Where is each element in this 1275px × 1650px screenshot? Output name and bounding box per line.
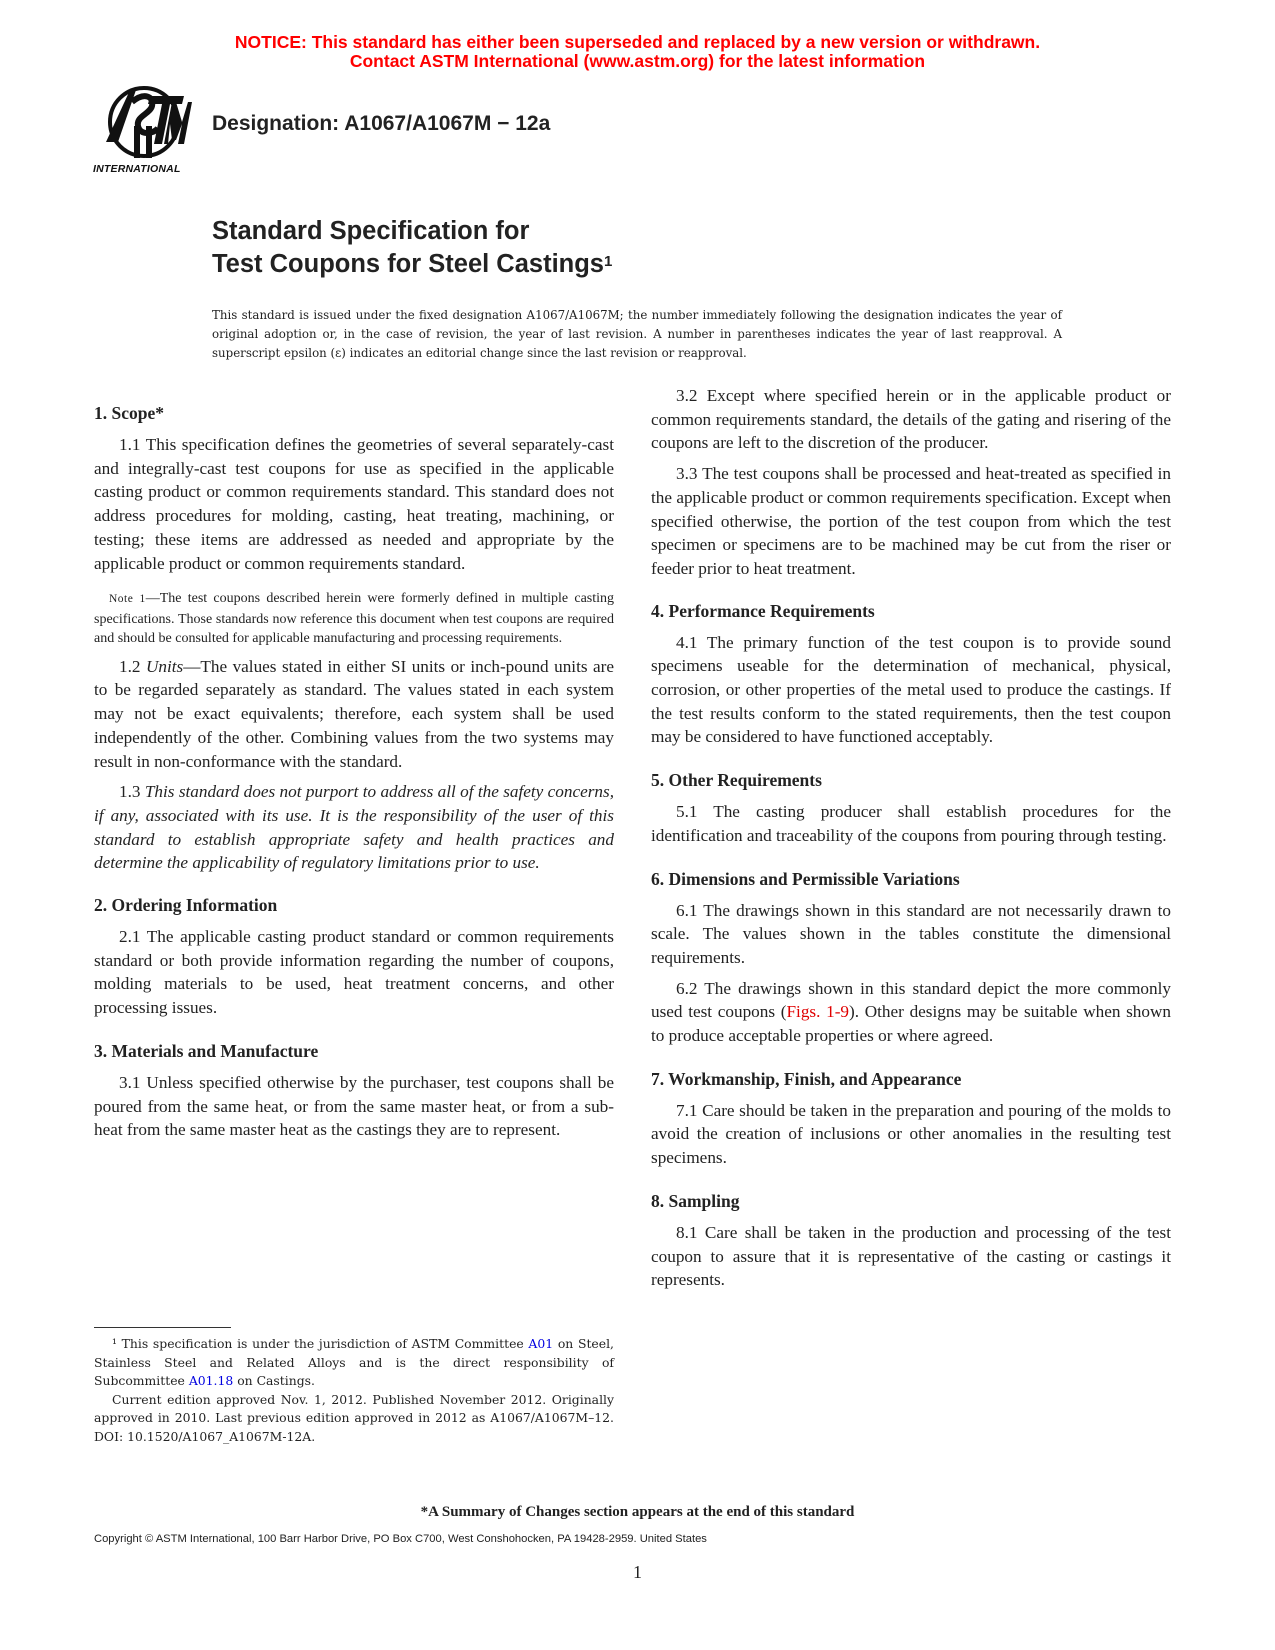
note-1	[94, 589, 614, 649]
section-3-heading: 3. Materials and Manufacture	[94, 1040, 319, 1061]
page-number: 1	[633, 1562, 642, 1582]
para-1-1: 1.1 This specification defines the geometries of several separately-cast and integrally-cast test coupons for use as specified in the applicable casting product or common requirements standard. This standard does not address procedures for molding, casting, heat treating, machining, or testing; these items are addressed as needed and appropriate by the applicable product or common requirements standard.	[94, 435, 614, 573]
section-8-heading: 8. Sampling	[651, 1190, 740, 1211]
para-1-2-units: Units	[145, 656, 184, 676]
copyright-line: Copyright © ASTM International, 100 Barr Harbor Drive, PO Box C700, West Conshohocken, PA 19428-2959. United States	[94, 1533, 707, 1545]
committee-a01-link[interactable]: A01	[528, 1336, 554, 1351]
footnote-1-text-b: on Steel, Stainless Steel and Related Alloys and is the direct responsibility of Subcommittee	[94, 1336, 614, 1388]
document-title	[212, 215, 612, 281]
footnotes	[94, 1335, 614, 1446]
right-column	[651, 386, 1171, 1292]
para-3-1: 3.1 Unless specified otherwise by the purchaser, test coupons shall be poured from the same heat, or from the same master heat, or from a sub-heat from the same master heat as the castings they are to represent.	[94, 1072, 614, 1140]
para-1-3	[94, 780, 614, 875]
title-line-2-text: Test Coupons for Steel Castings	[212, 250, 604, 278]
para-3-2: 3.2 Except where specified herein or in the applicable product or common requirements standard, the details of the gating and risering of the coupons are left to the discretion of the producer.	[651, 386, 1171, 453]
para-7-1: 7.1 Care should be taken in the preparation and pouring of the molds to avoid the creation of inclusions or other anomalies in the resulting test specimens.	[651, 1100, 1171, 1168]
figs-link[interactable]: Figs. 1-9	[786, 1002, 850, 1022]
title-line-1: Standard Specification for	[212, 217, 530, 245]
title-footnote-mark: 1	[604, 253, 613, 270]
para-1-2-number: 1.2	[119, 656, 141, 676]
section-7-heading: 7. Workmanship, Finish, and Appearance	[651, 1068, 962, 1089]
designation: Designation: A1067/A1067M − 12a	[212, 112, 551, 135]
left-column	[94, 402, 614, 1142]
footnote-edition: Current edition approved Nov. 1, 2012. Published November 2012. Originally approved in 2010. Last previous edition approved in 2012 as A1067/A1067M–12. DOI: 10.1520/A1067_A1067M-12A.	[94, 1391, 614, 1444]
para-8-1: 8.1 Care shall be taken in the production and processing of the test coupon to assure that it is representative of the casting or castings it represents.	[651, 1222, 1171, 1290]
para-1-3-text: This standard does not purport to address all of the safety concerns, if any, associated with its use. It is the responsibility of the user of this standard to establish appropriate safety and health practices and determine the applicability of regulatory limitations prior to use.	[94, 782, 614, 873]
para-1-3-number: 1.3	[119, 782, 141, 802]
note-1-text: —The test coupons described herein were formerly defined in multiple casting specifications. Those standards now reference this document when test coupons are required and should be consulted for applicable manufacturing and processing requirements.	[94, 591, 615, 647]
notice-line-1: NOTICE: This standard has either been superseded and replaced by a new version or withdrawn.	[234, 32, 1041, 52]
logo-international-text: INTERNATIONAL	[93, 163, 181, 175]
para-3-3: 3.3 The test coupons shall be processed and heat-treated as specified in the applicable product or common requirements specification. Except when specified otherwise, the portion of the test coupon from which the test specimen or specimens are to be machined may be cut from the riser or feeder prior to heat treatment.	[651, 464, 1171, 578]
para-6-2-text-b: ). Other designs may be suitable when shown to produce acceptable properties or where agreed.	[651, 1002, 1171, 1046]
subcommittee-a01-18-link[interactable]: A01.18	[188, 1373, 234, 1388]
para-4-1: 4.1 The primary function of the test coupon is to provide sound specimens useable for the determination of mechanical, physical, corrosion, or other properties of the metal used to produce the castings. If the test results conform to the stated requirements, then the test coupon may be considered to have functioned acceptably.	[651, 632, 1171, 747]
para-6-1: 6.1 The drawings shown in this standard are not necessarily drawn to scale. The values shown in the tables constitute the dimensional requirements.	[651, 900, 1171, 967]
para-1-2-text: —The values stated in either SI units or inch-pound units are to be regarded separately as standard. The values stated in each system may not be exact equivalents; therefore, each system shall be used independently of the other. Combining values from the two systems may result in non-conformance with the standard.	[94, 656, 614, 771]
para-5-1: 5.1 The casting producer shall establish procedures for the identification and traceability of the coupons from pouring through testing.	[651, 802, 1171, 845]
para-2-1: 2.1 The applicable casting product standard or common requirements standard or both provide information regarding the number of coupons, molding materials to be used, heat treatment concerns, and other processing issues.	[94, 927, 614, 1018]
title-line-2	[212, 248, 612, 281]
summary-of-changes-note: *A Summary of Changes section appears at the end of this standard	[420, 1504, 855, 1520]
section-1-heading: 1. Scope*	[94, 403, 164, 423]
para-1-2	[94, 655, 614, 774]
section-5-heading: 5. Other Requirements	[651, 770, 822, 791]
superseded-notice	[0, 33, 1275, 71]
footnote-1-text-a: ¹ This specification is under the jurisdiction of ASTM Committee	[112, 1336, 529, 1351]
note-1-label: Note 1	[109, 593, 146, 606]
footnote-1	[94, 1335, 614, 1391]
section-2-heading: 2. Ordering Information	[94, 895, 278, 916]
notice-line-2: Contact ASTM International (www.astm.org) for the latest information	[349, 51, 926, 71]
footnote-rule	[94, 1327, 231, 1328]
issued-statement: This standard is issued under the fixed designation A1067/A1067M; the number immediately following the designation indicates the year of original adoption or, in the case of revision, the year of last revision. A number in parentheses indicates the year of last reapproval. A superscript epsilon (ε) indicates an editorial change since the last revision or reapproval.	[212, 308, 1062, 360]
footnote-1-text-c: on Castings.	[233, 1373, 315, 1388]
section-6-heading: 6. Dimensions and Permissible Variations	[651, 868, 960, 889]
section-4-heading: 4. Performance Requirements	[651, 600, 875, 621]
para-6-2-text-a: 6.2 The drawings shown in this standard depict the more commonly used test coupons (	[651, 978, 1171, 1022]
para-6-2	[651, 977, 1171, 1048]
